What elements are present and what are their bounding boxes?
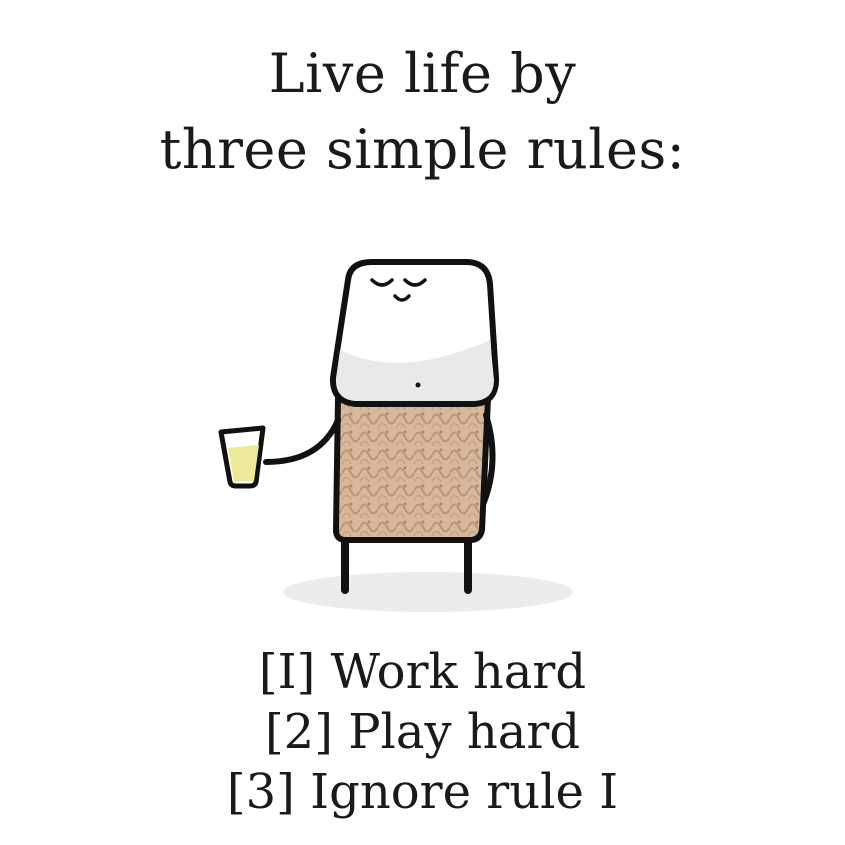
rules-list — [0, 642, 845, 822]
left-arm — [266, 420, 338, 462]
title-line-2: three simple rules: — [159, 118, 686, 181]
title-line-1: Live life by — [268, 42, 577, 105]
character-illustration — [0, 230, 845, 630]
title — [0, 36, 845, 188]
belly-button — [416, 383, 421, 388]
rule-3: [3] Ignore rule I — [226, 764, 619, 820]
sweater-body — [336, 398, 488, 540]
rule-2: [2] Play hard — [264, 704, 581, 760]
ground-shadow — [283, 572, 573, 612]
rule-1: [I] Work hard — [258, 644, 587, 700]
